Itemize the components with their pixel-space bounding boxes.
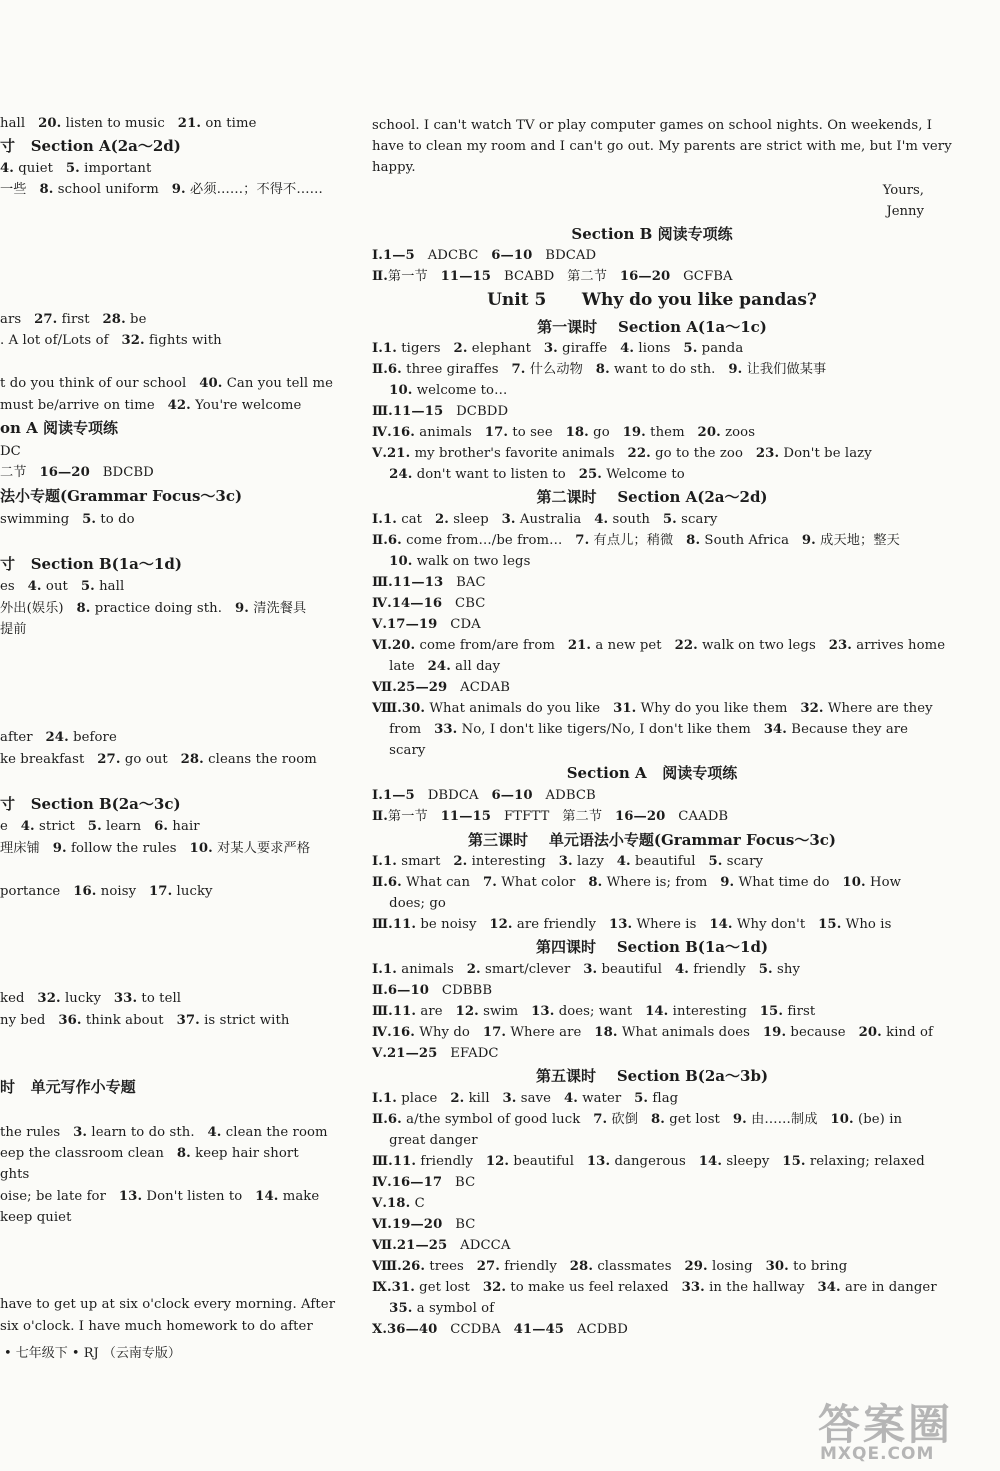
left-section-heading: 寸 Section B(2a～3c) (0, 795, 181, 813)
right-answer-line: Ⅲ.11—15 DCBDD (372, 404, 509, 419)
left-answer-line: . A lot of/Lots of 32. fights with (0, 333, 222, 348)
left-answer-line: es 4. out 5. hall (0, 579, 125, 594)
right-answer-line: school. I can't watch TV or play computer games on school nights. On weekends, I (372, 118, 933, 133)
left-answer-line: eep the classroom clean 8. keep hair short (0, 1146, 299, 1161)
right-answer-line: Ⅴ.21—25 EFADC (372, 1046, 499, 1061)
left-answer-line: t do you think of our school 40. Can you tell me (0, 376, 333, 391)
right-answer-line: Ⅳ.14—16 CBC (372, 596, 486, 611)
right-answer-line: have to clean my room and I can't go out. My parents are strict with me, but I'm very (372, 139, 952, 154)
left-answer-line: must be/arrive on time 42. You're welcome (0, 398, 302, 413)
left-section-heading: on A 阅读专项练 (0, 419, 118, 437)
right-answer-line: Ⅳ.16—17 BC (372, 1175, 476, 1190)
left-answer-line: have to get up at six o'clock every morning. After (0, 1297, 336, 1312)
right-answer-line: late 24. all day (372, 659, 501, 674)
right-answer-line: Ⅰ.1. cat 2. sleep 3. Australia 4. south 5. scary (372, 512, 718, 527)
right-answer-line: Ⅲ.11. friendly 12. beautiful 13. dangerous 14. sleepy 15. relaxing; relaxed (372, 1154, 925, 1169)
left-answer-line: ars 27. first 28. be (0, 312, 147, 327)
right-answer-line: Ⅴ.18. C (372, 1196, 425, 1211)
watermark-text: 答案圈 (818, 1400, 954, 1449)
left-section-heading: 寸 Section B(1a～1d) (0, 555, 182, 573)
right-answer-line: Ⅴ.17—19 CDA (372, 617, 481, 632)
left-answer-line: hall 20. listen to music 21. on time (0, 116, 257, 131)
left-answer-line: 提前 (0, 622, 27, 637)
right-answer-line: Ⅲ.11. be noisy 12. are friendly 13. Where is 14. Why don't 15. Who is (372, 917, 892, 932)
left-answer-line: after 24. before (0, 730, 117, 745)
right-answer-line: Ⅰ.1. smart 2. interesting 3. lazy 4. beautiful 5. scary (372, 854, 764, 869)
right-answer-line: Ⅳ.16. animals 17. to see 18. go 19. them 20. zoos (372, 425, 756, 440)
right-answer-line: from 33. No, I don't like tigers/No, I don't like them 34. Because they are (372, 722, 909, 737)
right-answer-line: Ⅵ.20. come from/are from 21. a new pet 22. walk on two legs 23. arrives home (372, 638, 946, 653)
watermark-url: MXQE.COM (820, 1444, 935, 1464)
right-answer-line: Ⅵ.19—20 BC (372, 1217, 476, 1232)
right-answer-line: does; go (372, 896, 446, 911)
right-answer-line: Ⅱ.6. a/the symbol of good luck 7. 砍倒 8. get lost 9. 由……制成 10. (be) in (372, 1112, 903, 1127)
right-answer-line: Ⅰ.1. place 2. kill 3. save 4. water 5. flag (372, 1091, 679, 1106)
right-answer-line: Ⅹ.36—40 CCDBA 41—45 ACDBD (372, 1322, 628, 1337)
right-section-heading: Unit 5 Why do you like pandas? (487, 290, 817, 310)
left-answer-line: 一些 8. school uniform 9. 必须……；不得不…… (0, 182, 323, 197)
left-answer-line: keep quiet (0, 1210, 72, 1225)
watermark-logo (812, 1392, 992, 1467)
right-answer-line: great danger (372, 1133, 478, 1148)
left-answer-line: e 4. strict 5. learn 6. hair (0, 819, 200, 834)
left-column (0, 0, 345, 1471)
left-answer-line: 二节 16—20 BDCBD (0, 465, 154, 480)
right-answer-line: 10. walk on two legs (389, 554, 531, 569)
left-answer-line: oise; be late for 13. Don't listen to 14. make (0, 1189, 320, 1204)
right-answer-line: 24. don't want to listen to 25. Welcome to (389, 467, 685, 482)
left-answer-line: ked 32. lucky 33. to tell (0, 991, 182, 1006)
left-answer-line: DC (0, 444, 21, 459)
right-answer-line: happy. (372, 160, 416, 175)
right-answer-line: Ⅱ.6—10 CDBBB (372, 983, 493, 998)
right-answer-line: Ⅶ.25—29 ACDAB (372, 680, 511, 695)
right-answer-line: Ⅲ.11. are 12. swim 13. does; want 14. interesting 15. first (372, 1004, 816, 1019)
right-section-heading: 第五课时 Section B(2a～3b) (535, 1067, 769, 1085)
right-answer-line: Ⅰ.1—5 DBDCA 6—10 ADBCB (372, 788, 596, 803)
left-answer-line: 外出(娱乐) 8. practice doing sth. 9. 清洗餐具 (0, 601, 307, 616)
left-answer-line: swimming 5. to do (0, 512, 135, 527)
left-answer-line: ghts (0, 1167, 30, 1182)
right-answer-line: scary (372, 743, 426, 758)
right-answer-line: Ⅱ.6. come from…/be from… 7. 有点儿；稍微 8. South Africa 9. 成天地；整天 (372, 533, 900, 548)
right-section-heading: 第四课时 Section B(1a～1d) (535, 938, 769, 956)
left-answer-line: ke breakfast 27. go out 28. cleans the room (0, 752, 317, 767)
left-section-heading: 寸 Section A(2a～2d) (0, 137, 181, 155)
right-answer-line: Jenny (886, 204, 924, 219)
right-answer-line: Ⅱ.6. three giraffes 7. 什么动物 8. want to do sth. 9. 让我们做某事 (372, 362, 827, 377)
right-section-heading: 第一课时 Section A(1a～1c) (537, 318, 767, 336)
right-answer-line: Ⅰ.1—5 ADCBC 6—10 BDCAD (372, 248, 597, 263)
left-section-heading: 时 单元写作小专题 (0, 1078, 136, 1096)
right-section-heading: 第三课时 单元语法小专题(Grammar Focus～3c) (468, 831, 836, 849)
left-answer-line: 4. quiet 5. important (0, 161, 152, 176)
right-section-heading: Section A 阅读专项练 (566, 764, 738, 782)
right-answer-line: Ⅱ.6. What can 7. What color 8. Where is; from 9. What time do 10. How (372, 875, 901, 890)
right-answer-line: Ⅴ.21. my brother's favorite animals 22. go to the zoo 23. Don't be lazy (372, 446, 872, 461)
right-column (372, 0, 952, 1471)
right-section-heading: 第二课时 Section A(2a～2d) (536, 488, 768, 506)
right-answer-line: Ⅷ.26. trees 27. friendly 28. classmates 29. losing 30. to bring (372, 1259, 848, 1274)
right-answer-line: Ⅶ.21—25 ADCCA (372, 1238, 511, 1253)
left-answer-line: six o'clock. I have much homework to do after (0, 1319, 313, 1334)
left-answer-line: 理床铺 9. follow the rules 10. 对某人要求严格 (0, 841, 311, 856)
right-answer-line: Ⅱ.第一节 11—15 FTFTT 第二节 16—20 CAADB (372, 809, 729, 824)
right-answer-line: Yours, (882, 183, 924, 198)
page-footer: • 七年级下 • RJ （云南专版） (4, 1346, 181, 1361)
right-answer-line: Ⅸ.31. get lost 32. to make us feel relaxed 33. in the hallway 34. are in danger (372, 1280, 937, 1295)
right-answer-line: Ⅷ.30. What animals do you like 31. Why do you like them 32. Where are they (372, 701, 933, 716)
left-answer-line: the rules 3. learn to do sth. 4. clean the room (0, 1125, 328, 1140)
right-answer-line: Ⅳ.16. Why do 17. Where are 18. What animals does 19. because 20. kind of (372, 1025, 933, 1040)
right-answer-line: Ⅱ.第一节 11—15 BCABD 第二节 16—20 GCFBA (372, 269, 733, 284)
right-answer-line: 35. a symbol of (389, 1301, 495, 1316)
right-answer-line: Ⅰ.1. tigers 2. elephant 3. giraffe 4. lions 5. panda (372, 341, 744, 356)
right-section-heading: Section B 阅读专项练 (571, 225, 733, 243)
right-answer-line: 10. welcome to… (389, 383, 508, 398)
right-answer-line: Ⅰ.1. animals 2. smart/clever 3. beautiful 4. friendly 5. shy (372, 962, 800, 977)
left-answer-line: portance 16. noisy 17. lucky (0, 884, 213, 899)
left-section-heading: 法小专题(Grammar Focus～3c) (0, 487, 243, 505)
left-answer-line: ny bed 36. think about 37. is strict with (0, 1013, 290, 1028)
right-answer-line: Ⅲ.11—13 BAC (372, 575, 486, 590)
